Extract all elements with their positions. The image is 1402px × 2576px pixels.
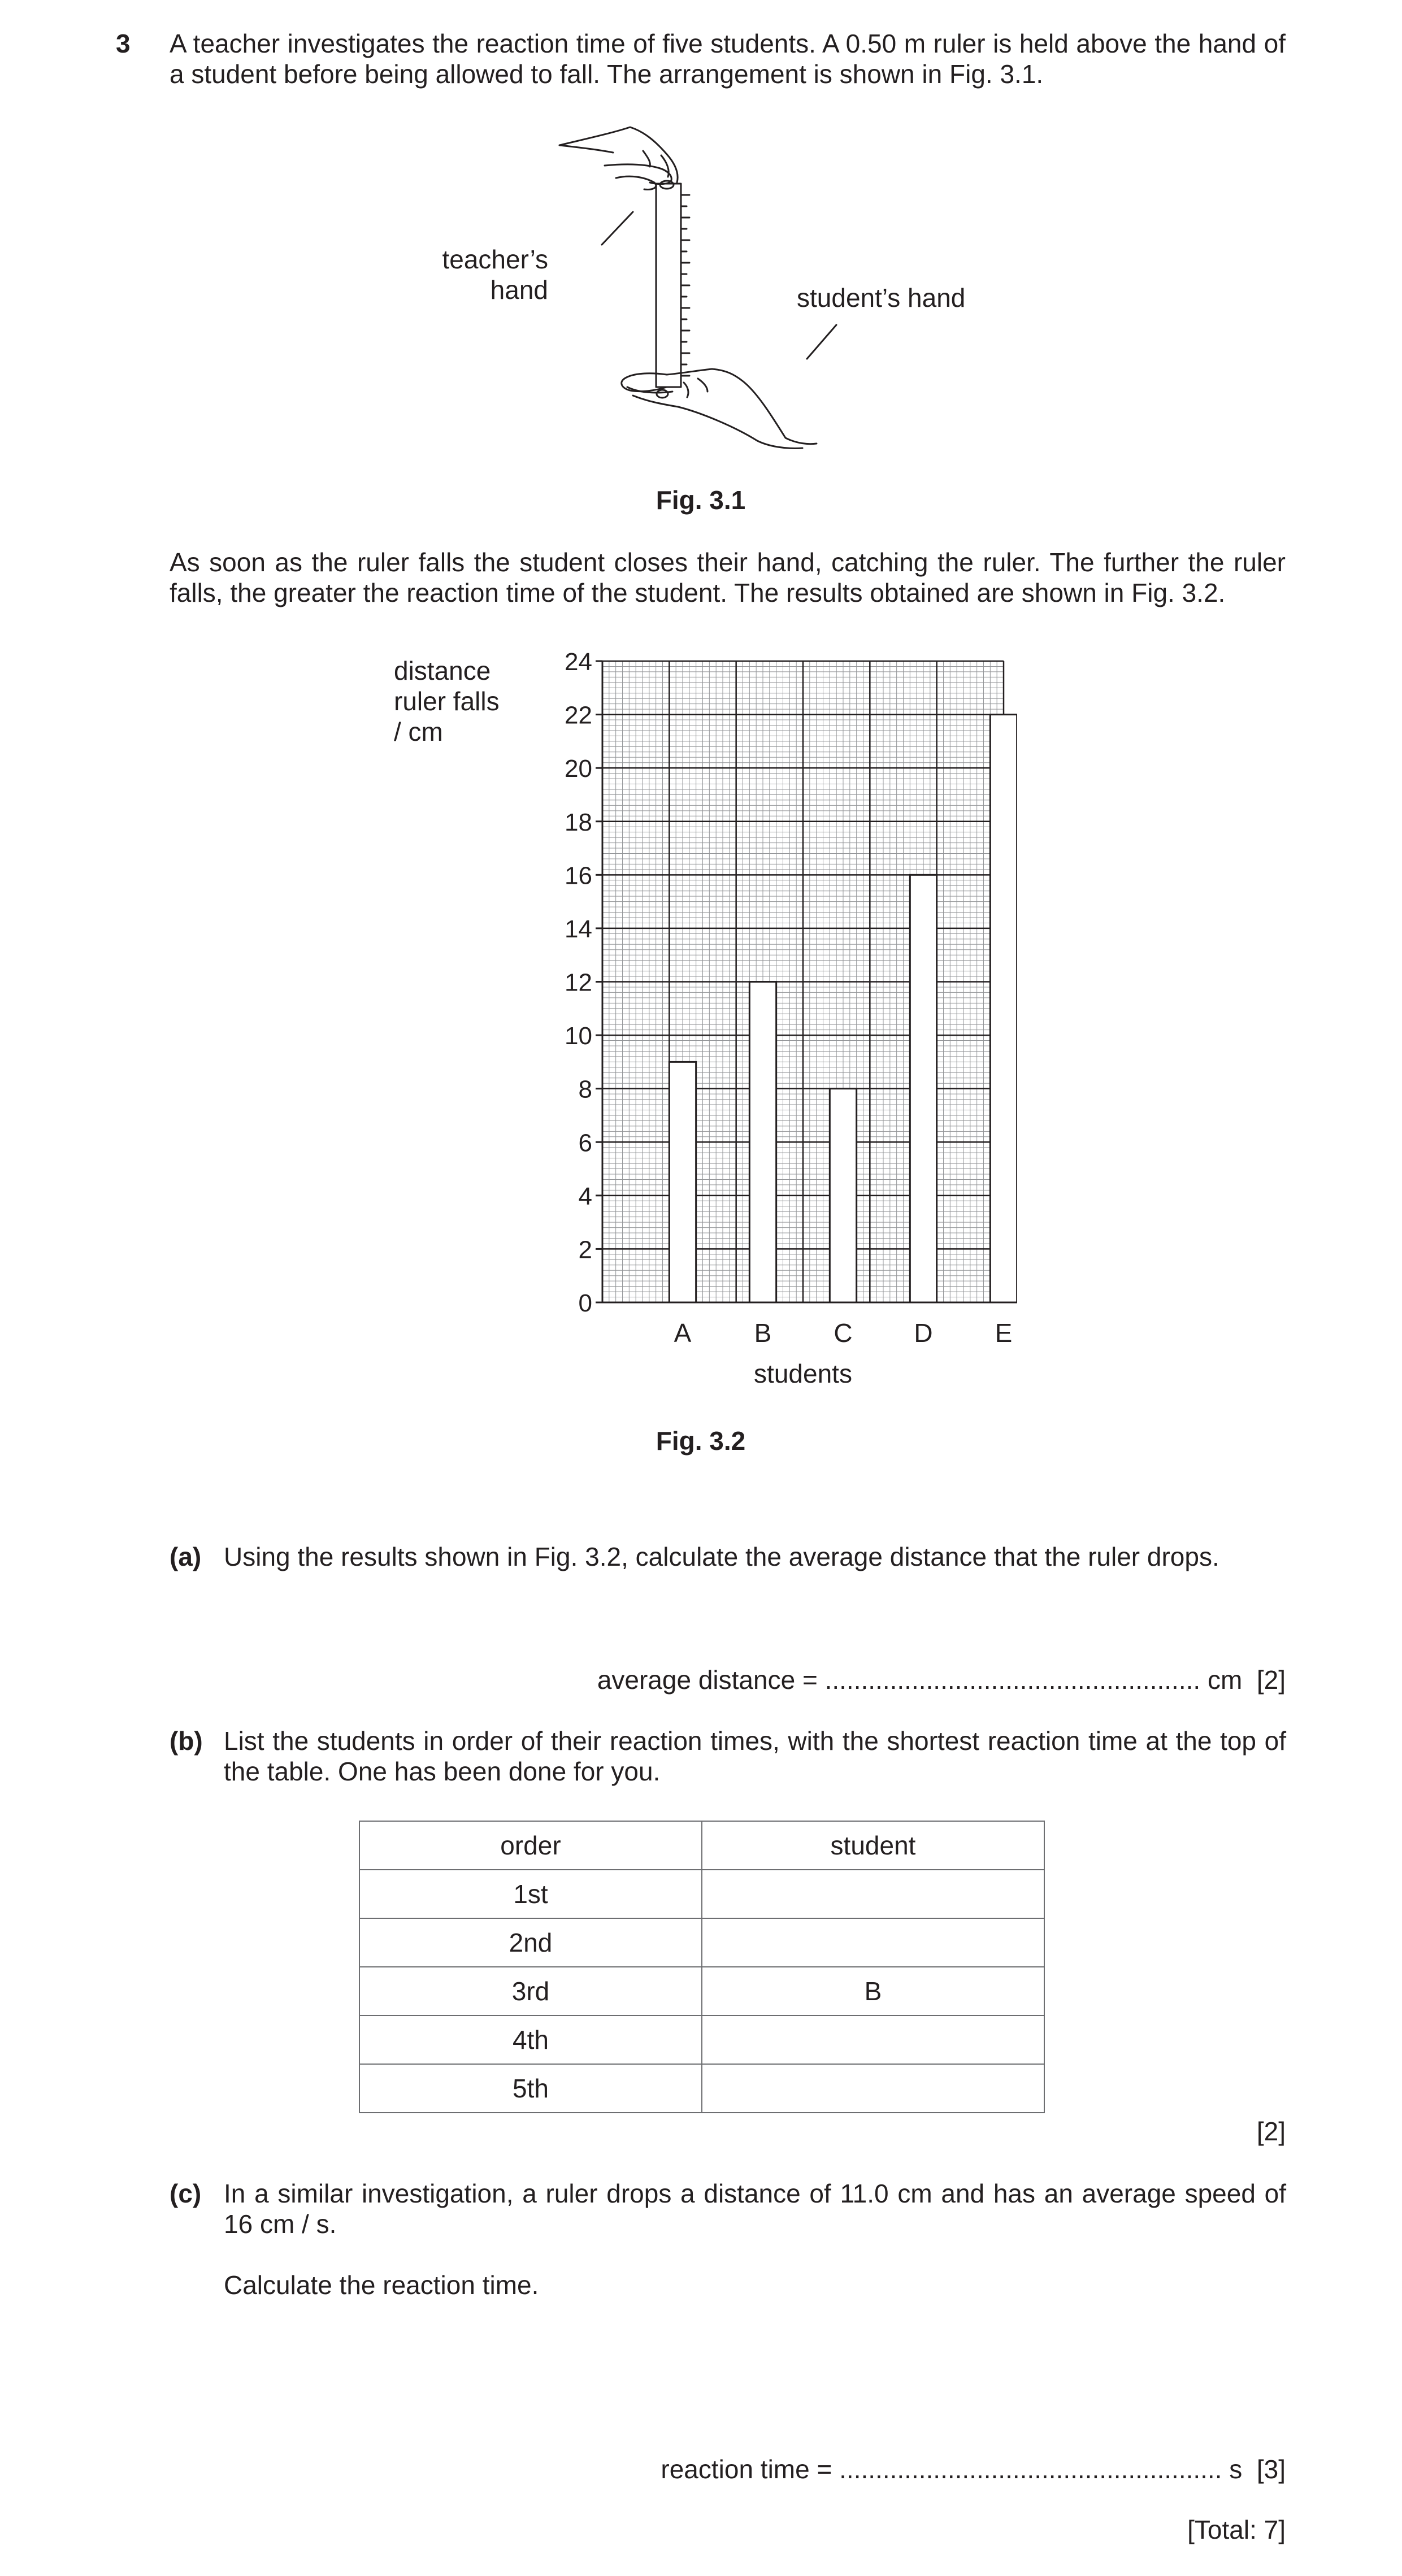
table-row: [359, 1967, 1044, 2015]
table-row: [359, 1870, 1044, 1918]
chart-ylabel: distance ruler falls / cm: [394, 656, 500, 746]
fig-3-2-caption: Fig. 3.2: [656, 1426, 746, 1456]
answer-unit: s: [1229, 2455, 1243, 2484]
y-tick-label: 22: [565, 701, 592, 729]
ruler-ticks: [681, 195, 689, 376]
marks: [2]: [1256, 1665, 1286, 1695]
average-distance-answer-line[interactable]: [597, 1665, 1286, 1695]
student-cell[interactable]: [702, 1870, 1044, 1918]
y-tick-label: 20: [565, 755, 592, 783]
y-tick-label: 10: [565, 1022, 592, 1050]
order-cell: 5th: [359, 2064, 702, 2113]
chart-xlabel: students: [754, 1359, 852, 1388]
y-tick-label: 6: [578, 1129, 592, 1157]
bar-B: [749, 982, 776, 1303]
answer-dots: ....................................................: [824, 1665, 1201, 1695]
table-header-row: [359, 1821, 1044, 1870]
teacher-hand-label: teacher’s hand: [442, 245, 548, 305]
ruler: [656, 184, 681, 387]
student-hand-pointer: [807, 325, 836, 359]
y-tick-label: 18: [565, 808, 592, 836]
student-cell[interactable]: [702, 2015, 1044, 2064]
fig-3-1-caption: Fig. 3.1: [656, 485, 746, 515]
answer-dots: .....................................................: [839, 2455, 1222, 2484]
y-tick-label: 4: [578, 1182, 592, 1210]
y-tick-label: 8: [578, 1075, 592, 1104]
part-a-text: Using the results shown in Fig. 3.2, calculate the average distance that the ruler drops.: [224, 1542, 1219, 1571]
table-header: student: [702, 1821, 1044, 1870]
student-hand-label: student’s hand: [797, 283, 966, 312]
bar-C: [830, 1089, 856, 1302]
x-tick-label: C: [834, 1318, 853, 1348]
answer-unit: cm: [1207, 1665, 1243, 1695]
answer-prompt: reaction time =: [661, 2455, 840, 2484]
part-b-marks: [2]: [1256, 2117, 1286, 2146]
marks: [3]: [1256, 2455, 1286, 2484]
answer-prompt: average distance =: [597, 1665, 825, 1695]
student-cell[interactable]: [702, 1918, 1044, 1967]
y-tick-label: 0: [578, 1289, 592, 1317]
table-row: [359, 2064, 1044, 2113]
question-paragraph-2: As soon as the ruler falls the student closes their hand, catching the ruler. The further the ruler falls, the greater the reaction time of the student. The results obtained are shown in Fig. 3.2.: [170, 548, 1286, 607]
table-header: order: [359, 1821, 702, 1870]
student-hand: [622, 369, 817, 448]
order-cell: 2nd: [359, 1918, 702, 1967]
teacher-hand: [559, 127, 678, 189]
reaction-time-answer-line[interactable]: [661, 2454, 1286, 2484]
x-tick-label: D: [914, 1318, 933, 1348]
order-cell: 3rd: [359, 1967, 702, 2015]
part-c-instruction: Calculate the reaction time.: [224, 2270, 539, 2300]
bar-D: [910, 875, 936, 1302]
question-intro: A teacher investigates the reaction time of five students. A 0.50 m ruler is held above the hand of a student before being allowed to fall. The arrangement is shown in Fig. 3.1.: [170, 29, 1286, 89]
bar-E: [990, 715, 1017, 1302]
part-a-label: (a): [170, 1542, 202, 1571]
part-b-text: List the students in order of their reaction times, with the shortest reaction time at the top of the table. One has been done for you.: [224, 1726, 1286, 1786]
bar-chart: [531, 644, 1017, 1401]
order-cell: 4th: [359, 2015, 702, 2064]
x-tick-label: A: [674, 1318, 692, 1348]
y-tick-label: 2: [578, 1236, 592, 1264]
question-number: 3: [116, 29, 131, 58]
part-c-label: (c): [170, 2179, 202, 2208]
total-marks: [Total: 7]: [1187, 2515, 1286, 2544]
x-tick-label: B: [754, 1318, 772, 1348]
order-table: [359, 1821, 1045, 2113]
y-tick-label: 12: [565, 968, 592, 997]
y-tick-label: 16: [565, 862, 592, 890]
y-tick-label: 14: [565, 915, 592, 943]
table-row: [359, 2015, 1044, 2064]
teacher-hand-pointer: [602, 212, 633, 245]
bar-A: [669, 1062, 696, 1302]
part-c-text: In a similar investigation, a ruler drops a distance of 11.0 cm and has an average speed of 16 cm / s.: [224, 2179, 1286, 2239]
part-b-label: (b): [170, 1726, 203, 1756]
student-cell: B: [702, 1967, 1044, 2015]
x-tick-label: E: [995, 1318, 1013, 1348]
student-cell[interactable]: [702, 2064, 1044, 2113]
y-tick-label: 24: [565, 648, 592, 676]
order-cell: 1st: [359, 1870, 702, 1918]
table-row: [359, 1918, 1044, 1967]
